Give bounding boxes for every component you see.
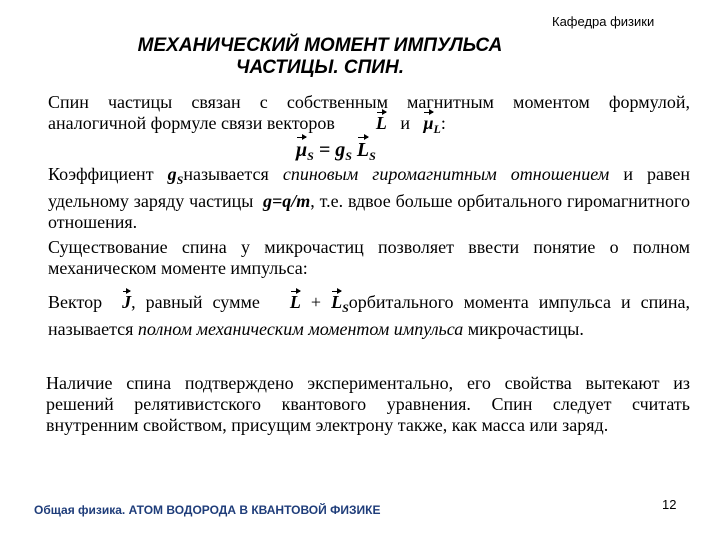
gyro-term: спиновым гиромагнитным отношением: [282, 164, 610, 184]
paragraph-gyromagnetic-ratio: [48, 164, 690, 233]
vector-LS-subscript: S: [342, 301, 349, 315]
department-label: Кафедра физики: [552, 14, 655, 29]
vector-mu-subscript: L: [433, 122, 441, 136]
paragraph-spin-evidence: [46, 373, 690, 436]
paragraph-spin-relation-text: Спин частицы связан с собственным магнитным моментом формулой, аналогичной формуле связи векторов: [48, 92, 690, 133]
paragraph-total-momentum-definition: [48, 292, 690, 340]
gyro-text-start: Коэффициент: [48, 164, 154, 184]
total-momentum-intro-text: Существование спина у микрочастиц позволяет ввести понятие о полном механическом моменте импульса:: [48, 237, 690, 278]
gyro-formula: g=q/m: [263, 191, 311, 211]
formula-mu: μ: [296, 139, 308, 161]
formula-L: L: [356, 139, 370, 161]
spin-evidence-text: Наличие спина подтверждено экспериментально, его свойства вытекают из решений релятивистского квантового уравнения. Спин следует считать внутренним свойством, присущим электрону также, как масса или заряд.: [46, 373, 690, 435]
colon: :: [440, 113, 446, 133]
vector-L-symbol: L: [375, 113, 387, 133]
definition-mid-2: орбитального момента импульса и спина, называется: [48, 292, 691, 339]
gyro-text-mid-1: называется: [183, 164, 269, 184]
formula-L-subscript: S: [369, 149, 376, 163]
conjunction-and: и: [400, 113, 410, 133]
definition-start: Вектор: [48, 292, 103, 312]
slide-title: [60, 35, 580, 79]
gyro-g-symbol: g: [167, 164, 177, 184]
definition-plus: +: [300, 292, 332, 312]
slide-title-line-1: МЕХАНИЧЕСКИЙ МОМЕНТ ИМПУЛЬСА: [137, 35, 503, 56]
formula-g-subscript: S: [345, 149, 352, 163]
formula-equals: =: [313, 139, 336, 161]
definition-end: микрочастицы.: [467, 319, 584, 339]
gyro-text-end: , т.е. вдвое больше орбитального гиромагнитного отношения.: [48, 191, 690, 232]
footer-course-title: Общая физика. АТОМ ВОДОРОДА В КВАНТОВОЙ ФИЗИКЕ: [34, 503, 381, 517]
gyro-text-mid-2: и равен удельному заряду частицы: [48, 164, 691, 211]
definition-mid-1: , равный сумме: [131, 292, 260, 312]
vector-L-orbital-symbol: L: [289, 292, 301, 312]
formula-mu-subscript: S: [307, 149, 314, 163]
paragraph-spin-relation: [48, 92, 690, 140]
page-number: 12: [662, 497, 677, 512]
gyro-g-subscript: S: [176, 173, 184, 187]
definition-term: полном механическим моментом импульса: [137, 319, 464, 339]
formula-g: g: [335, 139, 346, 161]
vector-LS-symbol: L: [331, 292, 343, 312]
vector-mu-symbol: μ: [423, 113, 434, 133]
paragraph-total-momentum-intro: [48, 237, 690, 279]
slide-title-line-2: ЧАСТИЦЫ. СПИН.: [236, 57, 404, 78]
vector-J-symbol: J: [122, 292, 132, 312]
